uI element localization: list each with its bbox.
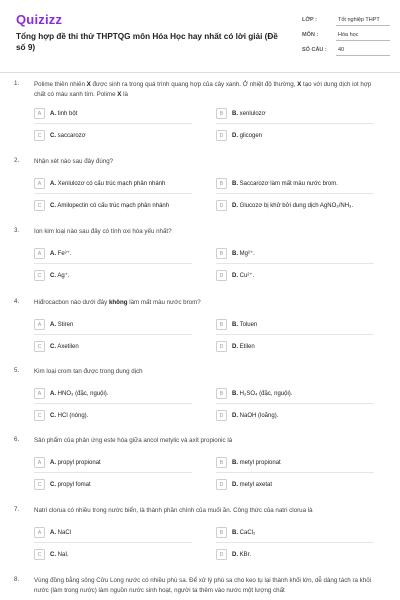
option-key: D. — [232, 482, 238, 488]
option-text: metyl axetat — [239, 482, 273, 488]
option-a[interactable] — [34, 107, 184, 121]
option-a[interactable] — [34, 526, 184, 540]
option-label — [50, 269, 70, 283]
option-key: D. — [232, 273, 238, 279]
option-text: KBr. — [239, 552, 252, 558]
worksheet-header — [0, 0, 400, 64]
meta-class — [302, 14, 392, 26]
option-key: A. — [50, 391, 56, 397]
option-d[interactable] — [216, 548, 366, 562]
option-divider — [216, 334, 374, 335]
quizizz-logo: Quizizz — [16, 12, 63, 27]
option-letter: B — [216, 319, 227, 330]
option-divider — [216, 193, 374, 194]
meta-divider — [336, 40, 390, 41]
option-key: C. — [50, 482, 56, 488]
option-label — [232, 199, 353, 213]
option-label — [50, 247, 72, 261]
option-text: Saccarozơ làm mất màu nước brom. — [239, 181, 338, 187]
option-b[interactable] — [216, 456, 366, 470]
option-label — [232, 478, 272, 492]
option-divider — [34, 334, 192, 335]
option-key: C. — [50, 133, 56, 139]
option-label — [232, 177, 338, 191]
option-letter: C — [34, 200, 45, 211]
option-text: Stiren — [57, 322, 74, 328]
option-key: A. — [50, 111, 56, 117]
option-letter: C — [34, 479, 45, 490]
option-letter: C — [34, 270, 45, 281]
option-b[interactable] — [216, 318, 366, 332]
option-divider — [34, 472, 192, 473]
option-key: B. — [232, 111, 238, 117]
option-c[interactable] — [34, 409, 184, 423]
option-c[interactable] — [34, 199, 184, 213]
meta-class-value: Tốt nghiệp THPT — [338, 17, 380, 23]
option-letter: A — [34, 388, 45, 399]
option-divider — [216, 403, 374, 404]
option-label — [232, 340, 255, 354]
option-divider — [216, 263, 374, 264]
option-label — [50, 107, 77, 121]
option-text: propyl fomat — [57, 482, 91, 488]
option-key: B. — [232, 530, 238, 536]
option-letter: D — [216, 479, 227, 490]
option-b[interactable] — [216, 247, 366, 261]
option-label — [50, 548, 69, 562]
option-letter: D — [216, 341, 227, 352]
option-d[interactable] — [216, 129, 366, 143]
question-text: Ion kim loại nào sau đây có tính oxi hóa yếu nhất? — [34, 228, 172, 235]
question-number: 7. — [14, 506, 20, 513]
option-text: Ag⁺. — [57, 273, 70, 279]
option-text: Axetilen — [57, 344, 79, 350]
option-a[interactable] — [34, 456, 184, 470]
option-d[interactable] — [216, 340, 366, 354]
option-d[interactable] — [216, 199, 366, 213]
option-label — [232, 107, 266, 121]
option-text: H₂SO₄ (đặc, nguội). — [239, 391, 293, 397]
option-letter: D — [216, 200, 227, 211]
question-number: 6. — [14, 436, 20, 443]
question-number: 4. — [14, 298, 20, 305]
meta-divider — [336, 25, 390, 26]
option-label — [50, 177, 165, 191]
option-divider — [216, 472, 374, 473]
option-divider — [34, 193, 192, 194]
option-key: B. — [232, 251, 238, 257]
option-label — [50, 340, 79, 354]
question-number: 2. — [14, 157, 20, 164]
option-letter: D — [216, 130, 227, 141]
option-c[interactable] — [34, 548, 184, 562]
option-key: D. — [232, 133, 238, 139]
option-d[interactable] — [216, 478, 366, 492]
option-letter: C — [34, 410, 45, 421]
option-label — [232, 456, 281, 470]
option-label — [50, 199, 169, 213]
option-key: C. — [50, 203, 56, 209]
option-divider — [34, 403, 192, 404]
option-key: A. — [50, 251, 56, 257]
option-label — [50, 129, 86, 143]
option-key: A. — [50, 181, 56, 187]
option-letter: A — [34, 319, 45, 330]
option-letter: C — [34, 341, 45, 352]
option-label — [50, 478, 91, 492]
option-letter: B — [216, 527, 227, 538]
option-label — [50, 318, 73, 332]
question-number: 8. — [14, 576, 20, 583]
option-label — [50, 409, 88, 423]
option-key: C. — [50, 344, 56, 350]
option-text: NaCl — [57, 530, 72, 536]
meta-divider — [336, 55, 390, 56]
option-key: D. — [232, 413, 238, 419]
option-letter: A — [34, 178, 45, 189]
option-letter: B — [216, 108, 227, 119]
question-number: 5. — [14, 367, 20, 374]
option-key: B. — [232, 322, 238, 328]
header-divider — [0, 72, 400, 73]
option-label — [232, 247, 255, 261]
option-text: glicogen — [239, 133, 263, 139]
option-a[interactable] — [34, 387, 184, 401]
option-label — [232, 269, 254, 283]
option-key: A. — [50, 460, 56, 466]
question-text: Sản phẩm của phản ứng este hóa giữa ancol metylic và axit propionic là — [34, 437, 233, 444]
option-divider — [34, 123, 192, 124]
option-letter: B — [216, 248, 227, 259]
option-letter: A — [34, 248, 45, 259]
option-key: C. — [50, 552, 56, 558]
option-label — [232, 526, 255, 540]
meta-count-label: SỐ CÂU : — [302, 47, 327, 53]
option-label — [232, 387, 292, 401]
option-text: Toluen — [239, 322, 258, 328]
option-divider — [216, 123, 374, 124]
option-a[interactable] — [34, 247, 184, 261]
option-key: D. — [232, 203, 238, 209]
option-divider — [34, 542, 192, 543]
question-number: 1. — [14, 80, 20, 87]
option-key: B. — [232, 391, 238, 397]
option-text: Amilopectin có cấu trúc mạch phân nhánh — [57, 203, 170, 209]
option-d[interactable] — [216, 409, 366, 423]
option-letter: A — [34, 108, 45, 119]
question-text: Polime thiên nhiên X được sinh ra trong quá trình quang hợp của cây xanh. Ở nhiệt độ thường, X tạo với dung dịch iot hợp chất có màu xanh tím. Polime X là — [34, 81, 372, 98]
option-text: saccarozơ — [57, 133, 86, 139]
option-letter: A — [34, 457, 45, 468]
option-label — [50, 387, 108, 401]
option-letter: D — [216, 270, 227, 281]
meta-count — [302, 44, 392, 56]
option-key: C. — [50, 273, 56, 279]
option-letter: B — [216, 457, 227, 468]
option-b[interactable] — [216, 107, 366, 121]
option-label — [50, 456, 101, 470]
option-letter: B — [216, 178, 227, 189]
question-text: Kim loại crom tan được trong dung dịch — [34, 368, 143, 375]
option-letter: C — [34, 130, 45, 141]
option-text: NaI. — [57, 552, 69, 558]
meta-class-label: LỚP : — [302, 17, 317, 23]
option-label — [232, 548, 251, 562]
question-text: Hiđrocacbon nào dưới đây không làm mất màu nước brom? — [34, 299, 201, 306]
option-key: A. — [50, 322, 56, 328]
option-letter: A — [34, 527, 45, 538]
option-a[interactable] — [34, 318, 184, 332]
option-text: xenlulozơ — [239, 111, 266, 117]
option-label — [232, 409, 278, 423]
meta-subject-value: Hóa học — [338, 32, 359, 38]
option-text: propyl propionat — [57, 460, 101, 466]
option-text: metyl propionat — [239, 460, 281, 466]
option-text: Mg²⁺. — [239, 251, 255, 257]
option-label — [50, 526, 71, 540]
option-letter: D — [216, 410, 227, 421]
meta-count-value: 40 — [338, 47, 345, 53]
option-a[interactable] — [34, 177, 184, 191]
option-divider — [34, 263, 192, 264]
option-text: HCl (nóng). — [57, 413, 89, 419]
option-key: B. — [232, 181, 238, 187]
question-text: Nhận xét nào sau đây đúng? — [34, 158, 114, 165]
option-letter: C — [34, 549, 45, 560]
option-text: Fe³⁺. — [57, 251, 72, 257]
option-text: Etilen — [239, 344, 255, 350]
option-c[interactable] — [34, 269, 184, 283]
meta-subject — [302, 29, 392, 41]
option-b[interactable] — [216, 177, 366, 191]
meta-subject-label: MÔN : — [302, 32, 319, 38]
option-b[interactable] — [216, 387, 366, 401]
option-text: tinh bột — [57, 111, 78, 117]
option-c[interactable] — [34, 478, 184, 492]
option-divider — [216, 542, 374, 543]
option-text: Xenlulozơ có cấu trúc mạch phân nhánh — [57, 181, 166, 187]
option-letter: D — [216, 549, 227, 560]
option-label — [232, 129, 262, 143]
option-text: Cu²⁺. — [239, 273, 255, 279]
question-text: Natri clorua có nhiều trong nước biển, là thành phần chính của muối ăn. Công thức của natri clorua là — [34, 507, 313, 514]
option-c[interactable] — [34, 129, 184, 143]
option-text: Glucozơ bị khử bởi dung dịch AgNO₃/NH₃. — [239, 203, 354, 209]
worksheet-title: Tổng hợp đề thi thử THPTQG môn Hóa Học hay nhất có lời giải (Đề số 9) — [16, 32, 278, 52]
option-c[interactable] — [34, 340, 184, 354]
option-key: A. — [50, 530, 56, 536]
option-key: D. — [232, 552, 238, 558]
question-number: 3. — [14, 227, 20, 234]
option-text: CaCl₂ — [239, 530, 256, 536]
option-letter: B — [216, 388, 227, 399]
option-d[interactable] — [216, 269, 366, 283]
option-text: HNO₃ (đặc, nguội). — [57, 391, 109, 397]
option-text: NaOH (loãng). — [239, 413, 279, 419]
option-label — [232, 318, 257, 332]
option-key: C. — [50, 413, 56, 419]
question-text: Vùng đồng bằng sông Cửu Long nước có nhiều phù sa. Để xử lý phù sa cho keo tụ lại thành khối lớn, dễ dàng tách ra khỏi nước (làm trong nước) làm nguồn nước sinh hoạt, người ta thêm vào nước một lượng chất — [34, 577, 372, 594]
option-b[interactable] — [216, 526, 366, 540]
option-key: B. — [232, 460, 238, 466]
option-key: D. — [232, 344, 238, 350]
